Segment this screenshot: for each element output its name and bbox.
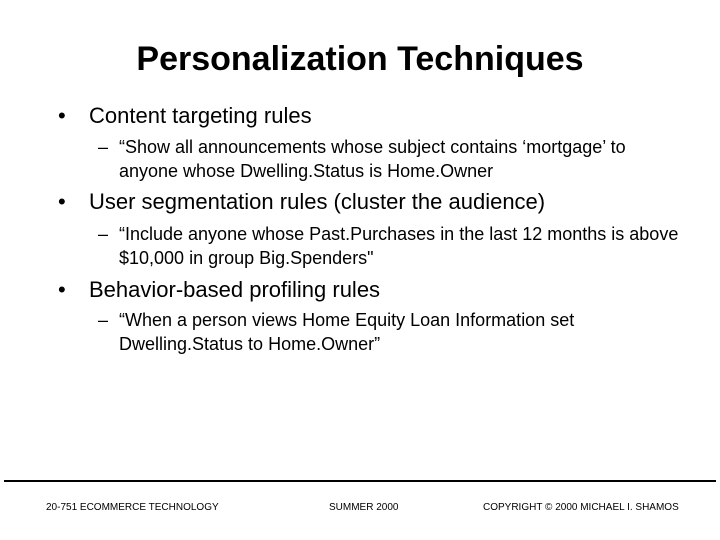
bullet-marker: • [58, 189, 66, 214]
sub-bullet-text: “Show all announcements whose subject contains ‘mortgage’ to anyone whose Dwelling.Status is Home.Owner [119, 137, 626, 181]
sub-bullet-marker: – [98, 310, 109, 330]
footer-term: SUMMER 2000 [329, 502, 399, 513]
bullet-text: Behavior-based profiling rules [89, 277, 381, 302]
sub-bullet-marker: – [98, 137, 109, 157]
bullet-marker: • [58, 277, 66, 302]
bullet-marker: • [58, 103, 66, 128]
footer-copyright: COPYRIGHT © 2000 MICHAEL I. SHAMOS [483, 502, 679, 513]
sub-bullet-text: “When a person views Home Equity Loan Information set Dwelling.Status to Home.Owner” [119, 310, 575, 354]
bullet-text: User segmentation rules (cluster the audience) [89, 189, 546, 214]
slide-title: Personalization Techniques [136, 40, 584, 78]
bullet-text: Content targeting rules [89, 103, 312, 128]
sub-bullet-text: “Include anyone whose Past.Purchases in the last 12 months is above $10,000 in group Big.Spenders" [119, 224, 679, 268]
sub-bullet-marker: – [98, 224, 109, 244]
footer-divider [4, 480, 716, 482]
footer-course: 20-751 ECOMMERCE TECHNOLOGY [46, 502, 219, 513]
